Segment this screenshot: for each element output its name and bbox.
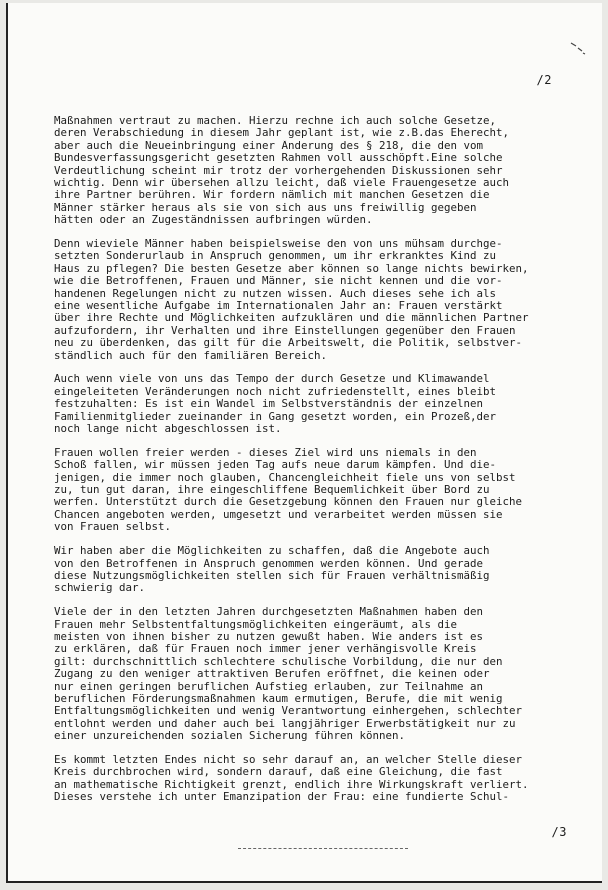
paragraph (54, 606, 574, 742)
text-line: Haus zu pflegen? Die besten Gesetze aber können so lange nichts bewirken, (54, 262, 529, 275)
corner-mark (570, 41, 586, 55)
bottom-divider (238, 848, 408, 849)
text-line: eingeleiteten Veränderungen noch nicht zufriedenstellt, eines bleibt (54, 385, 497, 398)
text-line: ständlich auch für den familiären Bereich. (54, 349, 328, 362)
text-line: noch lange nicht abgeschlossen ist. (54, 422, 282, 435)
text-line: Kreis durchbrochen wird, sondern darauf, daß eine Gleichung, die fast (54, 766, 503, 779)
text-line: aufzufordern, ihr Verhalten und ihre Einstellungen gegenüber den Frauen (54, 324, 516, 337)
top-page-number: /2 (536, 73, 552, 87)
text-line: setzten Sonderurlaub in Anspruch genommen, um ihr erkranktes Kind zu (54, 250, 497, 263)
text-line: jenigen, die immer noch glauben, Chancengleichheit fiele uns von selbst (54, 471, 516, 484)
text-line: gilt: durchschnittlich schlechtere schulische Vorbildung, die nur den (54, 655, 503, 668)
text-line: Denn wieviele Männer haben beispielsweise den von uns mühsam durchge- (54, 238, 503, 251)
text-line: Wir haben aber die Möglichkeiten zu schaffen, daß die Angebote auch (54, 545, 490, 558)
bottom-page-number: /3 (551, 825, 567, 839)
text-line: ihre Partner berühren. Wir fordern nämlich mit manchen Gesetzen die (54, 189, 490, 202)
text-line: wie die Betroffenen, Frauen und Männer, sie nicht kennen und die vor- (54, 275, 503, 288)
text-line: nur einen geringen beruflichen Aufstieg erlauben, zur Teilnahme an (54, 680, 484, 693)
text-line: über ihre Rechte und Möglichkeiten aufzuklären und die männlichen Partner (54, 312, 529, 325)
text-line: Auch wenn viele von uns das Tempo der durch Gesetze und Klimawandel (54, 373, 490, 386)
text-line: Entfaltungsmöglichkeiten und wenig Verantwortung einhergehen, schlechter (54, 705, 523, 718)
paragraph (54, 754, 574, 804)
text-line: Frauen mehr Selbstentfaltungsmöglichkeiten eingeräumt, als die (54, 618, 458, 631)
paragraph (54, 238, 574, 362)
text-line: von den Betroffenen in Anspruch genommen werden können. Und gerade (54, 557, 484, 570)
text-line: deren Verabschiedung in diesem Jahr geplant ist, wie z.B.das Eherecht, (54, 127, 510, 140)
text-line: aber auch die Neueinbringung einer Änderung des § 218, die den vom (54, 139, 484, 152)
text-line: Verdeutlichung scheint mir trotz der vorhergehenden Diskussionen sehr (54, 164, 503, 177)
text-line: neu zu überdenken, das gilt für die Arbeitswelt, die Politik, selbstver- (54, 337, 523, 350)
paragraph (54, 447, 574, 534)
text-line: hätten oder an Zugeständnissen aufbringen würden. (54, 214, 373, 227)
text-line: an mathematische Richtigkeit grenzt, endlich ihre Wirkungskraft verliert. (54, 778, 529, 791)
text-line: beruflichen Förderungsmaßnahmen kaum ermutigen, Berufe, die mit wenig (54, 692, 503, 705)
paragraph (54, 373, 574, 435)
text-line: von Frauen selbst. (54, 521, 172, 534)
text-line: Frauen wollen freier werden - dieses Ziel wird uns niemals in den (54, 446, 477, 459)
text-line: Dieses verstehe ich unter Emanzipation der Frau: eine fundierte Schul- (54, 791, 510, 804)
text-line: Zugang zu den weniger attraktiven Berufen eröffnet, die keinen oder (54, 668, 490, 681)
text-line: Bundesverfassungsgericht gesetzten Rahmen voll ausschöpft.Eine solche (54, 152, 503, 165)
text-line: eine wesentliche Aufgabe im Internationalen Jahr an: Frauen verstärkt (54, 299, 503, 312)
text-line: meisten von ihnen bisher zu nutzen gewußt haben. Wie anders ist es (54, 630, 484, 643)
text-line: Männer stärker heraus als sie von sich aus uns freiwillig gegeben (54, 201, 477, 214)
text-line: Maßnahmen vertraut zu machen. Hierzu rechne ich auch solche Gesetze, (54, 115, 497, 127)
text-line: schwierig dar. (54, 582, 146, 595)
text-line: handenen Regelungen nicht zu nutzen wissen. Auch dieses sehe ich als (54, 287, 497, 300)
text-line: Viele der in den letzten Jahren durchgesetzten Maßnahmen haben den (54, 606, 484, 619)
text-line: Chancen angeboten werden, umgesetzt und verarbeitet werden müssen sie (54, 508, 503, 521)
document-body (54, 115, 574, 815)
text-line: werfen. Unterstützt durch die Gesetzgebung können den Frauen nur gleiche (54, 496, 523, 509)
paragraph (54, 545, 574, 595)
text-line: einer unzureichenden sozialen Sicherung führen können. (54, 730, 406, 743)
text-line: wichtig. Denn wir übersehen allzu leicht, daß viele Frauengesetze auch (54, 176, 510, 189)
text-line: Es kommt letzten Endes nicht so sehr darauf an, an welcher Stelle dieser (54, 753, 523, 766)
text-line: Familienmitglieder zueinander in Gang gesetzt worden, ein Prozeß,der (54, 410, 497, 423)
text-line: zu, tun gut daran, ihre eingeschliffene Bequemlichkeit über Bord zu (54, 484, 490, 497)
text-line: entlohnt werden und daher auch bei langjähriger Erwerbstätigkeit nur zu (54, 717, 516, 730)
text-line: Schoß fallen, wir müssen jeden Tag aufs neue darum kämpfen. Und die- (54, 459, 497, 472)
document-page (6, 3, 602, 883)
text-line: zu erklären, daß für Frauen noch immer jener verhängisvolle Kreis (54, 643, 477, 656)
text-line: diese Nutzungsmöglichkeiten stellen sich für Frauen verhältnismäßig (54, 569, 490, 582)
paragraph (54, 115, 574, 227)
text-line: festzuhalten: Es ist ein Wandel im Selbstverständnis der einzelnen (54, 398, 484, 411)
